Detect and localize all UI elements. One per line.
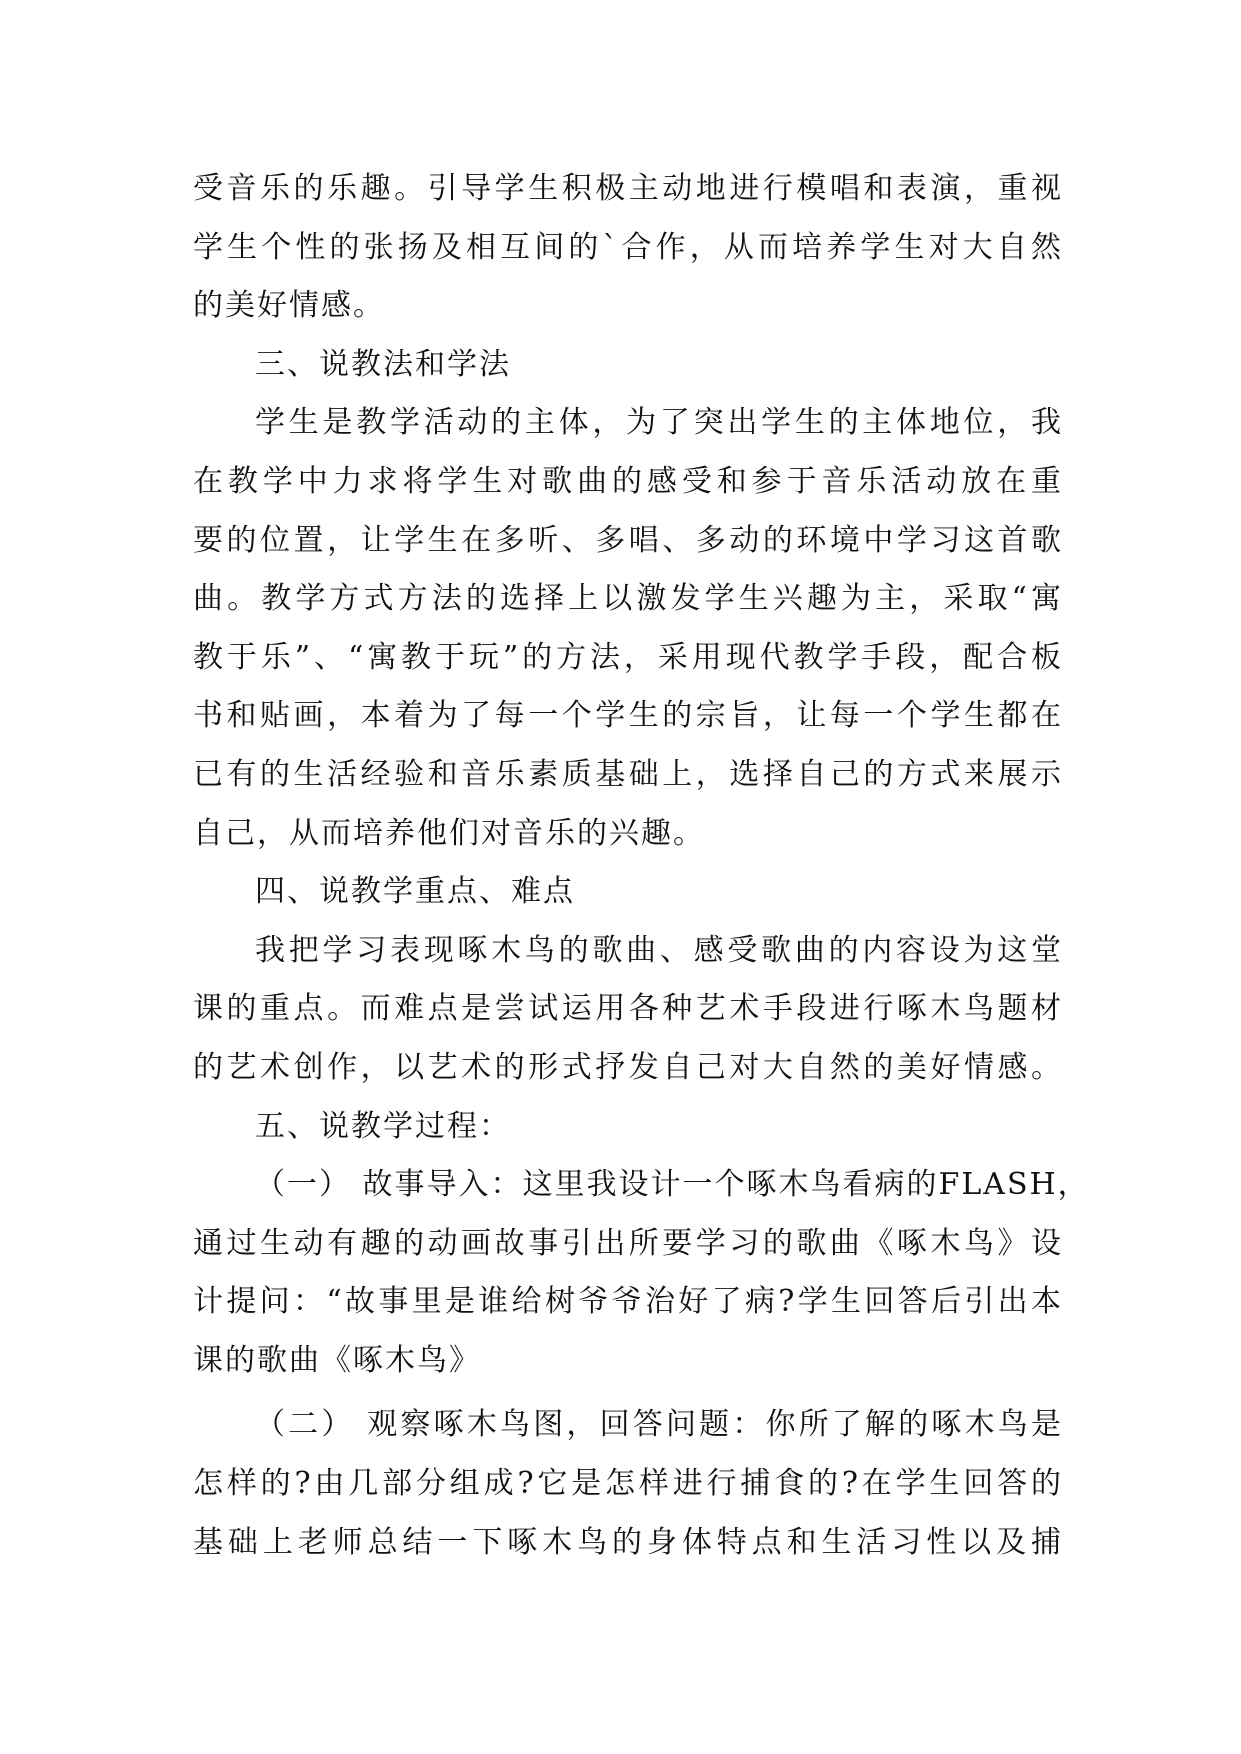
paragraph-line: （一） 故事导入：这里我设计一个啄木鸟看病的FLASH， — [255, 1167, 1090, 1203]
paragraph-line: 通过生动有趣的动画故事引出所要学习的歌曲《啄木鸟》设 — [193, 1225, 1063, 1261]
paragraph-line: 曲。教学方式方法的选择上以激发学生兴趣为主，采取“寓 — [193, 581, 1063, 617]
paragraph-line: 怎样的?由几部分组成?它是怎样进行捕食的?在学生回答的 — [193, 1466, 1063, 1502]
paragraph-line: 基础上老师总结一下啄木鸟的身体特点和生活习性以及捕 — [193, 1524, 1063, 1560]
paragraph-line: 在教学中力求将学生对歌曲的感受和参于音乐活动放在重 — [193, 463, 1063, 499]
paragraph-line: 课的歌曲《啄木鸟》 — [193, 1342, 481, 1378]
paragraph-line: 课的重点。而难点是尝试运用各种艺术手段进行啄木鸟题材 — [193, 991, 1063, 1027]
paragraph-line: 学生个性的张扬及相互间的`合作，从而培养学生对大自然 — [193, 229, 1063, 265]
paragraph-line: 的美好情感。 — [193, 288, 385, 324]
paragraph-line: 自己，从而培养他们对音乐的兴趣。 — [193, 815, 705, 851]
section-heading: 五、说教学过程： — [255, 1108, 511, 1144]
paragraph-line: 教于乐”、“寓教于玩”的方法，采用现代教学手段，配合板 — [193, 639, 1063, 675]
paragraph-line: 受音乐的乐趣。引导学生积极主动地进行模唱和表演，重视 — [193, 171, 1063, 206]
paragraph-line: 的艺术创作，以艺术的形式抒发自己对大自然的美好情感。 — [193, 1049, 1063, 1085]
paragraph-line: 已有的生活经验和音乐素质基础上，选择自己的方式来展示 — [193, 756, 1063, 792]
paragraph-line: 要的位置，让学生在多听、多唱、多动的环境中学习这首歌 — [193, 522, 1063, 558]
paragraph-line: 计提问：“故事里是谁给树爷爷治好了病?学生回答后引出本 — [193, 1284, 1063, 1320]
paragraph-line: 书和贴画，本着为了每一个学生的宗旨，让每一个学生都在 — [193, 698, 1063, 734]
section-heading: 三、说教法和学法 — [255, 346, 511, 382]
document-body — [193, 160, 1090, 1572]
paragraph-line: 我把学习表现啄木鸟的歌曲、感受歌曲的内容设为这堂 — [255, 932, 1063, 968]
section-heading: 四、说教学重点、难点 — [255, 874, 575, 910]
paragraph-line: （二） 观察啄木鸟图，回答问题：你所了解的啄木鸟是 — [255, 1407, 1063, 1443]
paragraph-line: 学生是教学活动的主体，为了突出学生的主体地位，我 — [255, 405, 1063, 441]
